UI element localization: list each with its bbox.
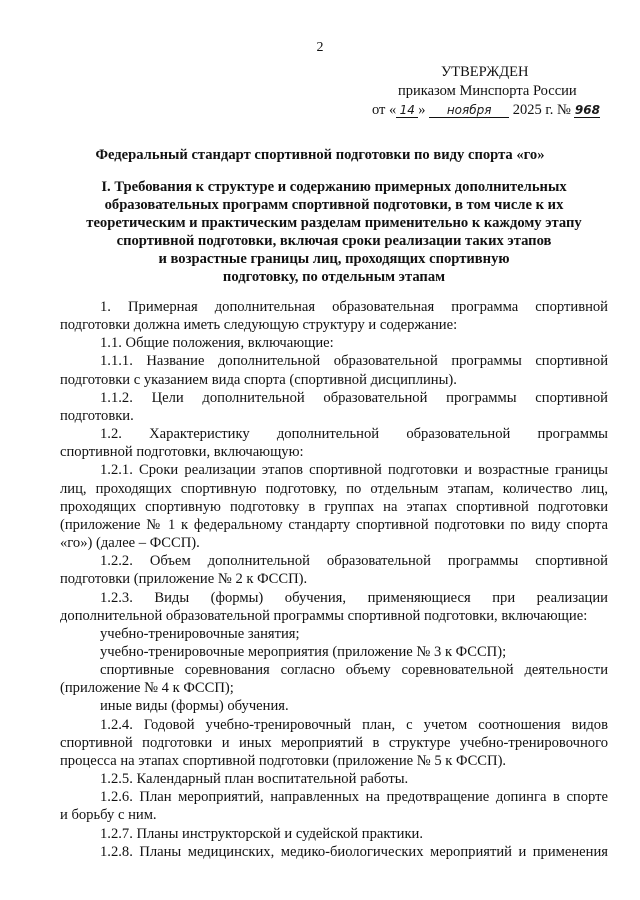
approval-title: УТВЕРЖДЕН <box>441 64 529 80</box>
approval-date <box>372 102 600 119</box>
paragraph-1-1-1 <box>60 352 608 388</box>
date-mid: » <box>418 102 426 118</box>
paragraph-1-2-3 <box>60 589 608 625</box>
text-line: и борьбу с ним. <box>60 807 157 824</box>
text-line: спортивной подготовки, включающую: <box>60 444 304 461</box>
paragraph-1-1-2 <box>60 389 608 425</box>
text-line: 1.2.1. Сроки реализации этапов спортивной подготовки и возрастные границы <box>100 462 608 479</box>
approval-order: приказом Минспорта России <box>398 83 577 99</box>
document-title: Федеральный стандарт спортивной подготовки по виду спорта «го» <box>95 147 545 163</box>
text-line: подготовки. <box>60 407 134 424</box>
paragraph-1-2-8 <box>60 843 608 861</box>
text-line: 1.2.6. План мероприятий, направленных на предотвращение допинга в спорте <box>100 789 608 806</box>
handwritten-order-number: 968 <box>574 103 600 117</box>
section-line: I. Требования к структуре и содержанию примерных дополнительных <box>101 179 567 195</box>
list-item-training-sessions <box>60 625 608 643</box>
handwritten-month: ноября <box>429 103 509 118</box>
text-line: 1.2. Характеристику дополнительной образовательной программы <box>100 426 608 443</box>
section-line: образовательных программ спортивной подготовки, в том числе к их <box>104 197 564 214</box>
section-line: спортивной подготовки, включая сроки реализации таких этапов <box>116 233 552 250</box>
text-line: 1.2.3. Виды (формы) обучения, применяющиеся при реализации <box>100 589 608 606</box>
text-line: проходящих спортивную подготовку в группах на этапах спортивной подготовки <box>60 498 608 515</box>
text-line: иные виды (формы) обучения. <box>100 698 289 715</box>
section-heading <box>60 178 608 287</box>
text-line: (приложение № 1 к федеральному стандарту спортивной подготовки по виду спорта <box>60 516 608 533</box>
document-body <box>60 298 608 861</box>
section-line: и возрастные границы лиц, проходящих спортивную <box>158 251 510 268</box>
paragraph-1-2-2 <box>60 552 608 588</box>
paragraph-1 <box>60 298 608 334</box>
text-line: лиц, проходящих спортивную подготовку, по отдельным этапам, количество лиц, <box>60 480 608 497</box>
text-line: дополнительной образовательной программы спортивной подготовки, включающие: <box>60 607 588 624</box>
list-item-competitions <box>60 661 608 697</box>
section-line: подготовку, по отдельным этапам <box>222 269 446 286</box>
paragraph-1-2-7 <box>60 825 608 843</box>
text-line: подготовки (приложение № 2 к ФССП). <box>60 571 308 588</box>
text-line: 1.2.4. Годовой учебно-тренировочный план, с учетом соотношения видов <box>100 716 608 733</box>
text-line: 1.2.5. Календарный план воспитательной работы. <box>100 771 409 788</box>
text-line: учебно-тренировочные мероприятия (приложение № 3 к ФССП); <box>100 643 507 660</box>
text-line: спортивной подготовки и иных мероприятий в структуре учебно-тренировочного <box>60 734 608 751</box>
text-line: 1.1.2. Цели дополнительной образовательной программы спортивной <box>100 389 608 406</box>
paragraph-1-2-5 <box>60 770 608 788</box>
paragraph-1-1 <box>60 334 608 352</box>
paragraph-1-2-4 <box>60 716 608 770</box>
date-prefix: от « <box>372 102 397 118</box>
text-line: 1.1. Общие положения, включающие: <box>100 335 334 352</box>
text-line: подготовки должна иметь следующую структуру и содержание: <box>60 317 458 334</box>
date-year: 2025 г. № <box>512 102 571 118</box>
text-line: спортивные соревнования согласно объему соревновательной деятельности <box>100 662 608 679</box>
list-item-training-events <box>60 643 608 661</box>
paragraph-1-2-6 <box>60 788 608 824</box>
list-item-other-forms <box>60 697 608 715</box>
text-line: 1.2.8. Планы медицинских, медико-биологических мероприятий и применения <box>100 843 608 860</box>
text-line: процесса на этапах спортивной подготовки (приложение № 5 к ФССП). <box>60 752 507 769</box>
text-line: 1.2.2. Объем дополнительной образовательной программы спортивной <box>100 553 608 570</box>
text-line: учебно-тренировочные занятия; <box>100 625 300 642</box>
text-line: «го») (далее – ФССП). <box>60 535 200 552</box>
text-line: (приложение № 4 к ФССП); <box>60 680 234 697</box>
page-number: 2 <box>316 40 324 55</box>
paragraph-1-2 <box>60 425 608 461</box>
section-line: теоретическим и практическим разделам применительно к каждому этапу <box>86 215 582 232</box>
text-line: 1.1.1. Название дополнительной образовательной программы спортивной <box>100 353 608 370</box>
text-line: 1.2.7. Планы инструкторской и судейской практики. <box>100 825 423 842</box>
text-line: подготовки с указанием вида спорта (спортивной дисциплины). <box>60 371 457 388</box>
paragraph-1-2-1 <box>60 461 608 552</box>
text-line: 1. Примерная дополнительная образовательная программа спортивной <box>100 299 608 315</box>
handwritten-day: 14 <box>396 103 418 118</box>
